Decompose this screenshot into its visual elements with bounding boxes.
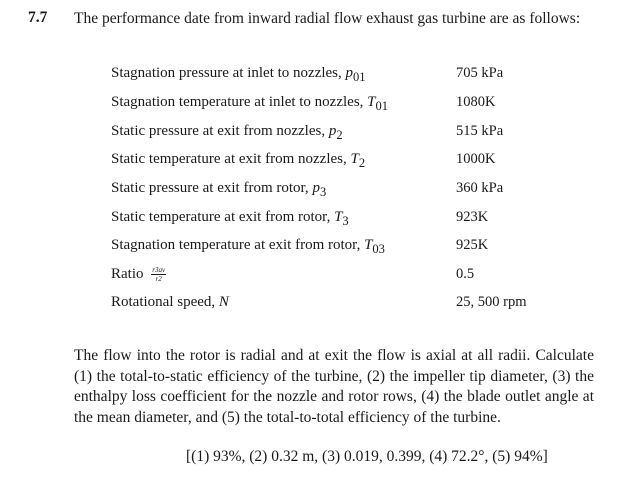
row-value: 923K: [456, 209, 489, 225]
data-row: [111, 206, 551, 228]
data-row: [111, 120, 551, 142]
row-value: 360 kPa: [456, 180, 504, 196]
row-value: 25, 500 rpm: [456, 294, 527, 310]
problem-paragraph: The flow into the rotor is radial and at exit the flow is axial at all radii. Calculate (1) the total-to-static efficiency of the turbine, (2) the impeller tip diameter, (3) the enthalpy loss coefficient for the nozzle and rotor rows, (4) the blade outlet angle at the mean diameter, and (5) the total-to-total efficiency of the turbine.: [74, 347, 594, 426]
row-label: Stagnation temperature at exit from rotor, $T_{03}$: [111, 237, 385, 256]
data-row: [111, 91, 551, 113]
ratio-fraction: $\frac{r3av}{r2}$: [152, 266, 166, 284]
data-row: [111, 263, 551, 285]
row-label: Stagnation pressure at inlet to nozzles, $p_{01}$: [111, 65, 366, 84]
row-value: 0.5: [456, 266, 475, 282]
row-value: 705 kPa: [456, 65, 504, 81]
row-value: 925K: [456, 237, 489, 253]
row-value: 1080K: [456, 94, 496, 110]
row-label: Stagnation temperature at inlet to nozzles, $T_{01}$: [111, 94, 389, 113]
row-value: 515 kPa: [456, 123, 504, 139]
answer-line: [(1) 93%, (2) 0.32 m, (3) 0.019, 0.399, (4) 72.2°, (5) 94%]: [186, 448, 548, 465]
data-row: [111, 234, 551, 256]
problem-number: 7.7: [28, 9, 48, 26]
data-row: [111, 291, 551, 313]
row-value: 1000K: [456, 151, 496, 167]
row-label: Ratio $\frac{r3av}{r2}$: [111, 266, 166, 284]
row-label: Static temperature at exit from nozzles, $T_2$: [111, 151, 366, 170]
row-label: Static pressure at exit from rotor, $p_3$: [111, 180, 327, 199]
row-label: Static pressure at exit from nozzles, $p_2$: [111, 123, 343, 142]
data-row: [111, 177, 551, 199]
row-label: Rotational speed, N: [111, 294, 229, 310]
data-row: [111, 62, 551, 84]
data-row: [111, 148, 551, 170]
problem-intro: The performance date from inward radial flow exhaust gas turbine are as follows:: [74, 10, 581, 27]
row-label: Static temperature at exit from rotor, $T_3$: [111, 209, 349, 228]
